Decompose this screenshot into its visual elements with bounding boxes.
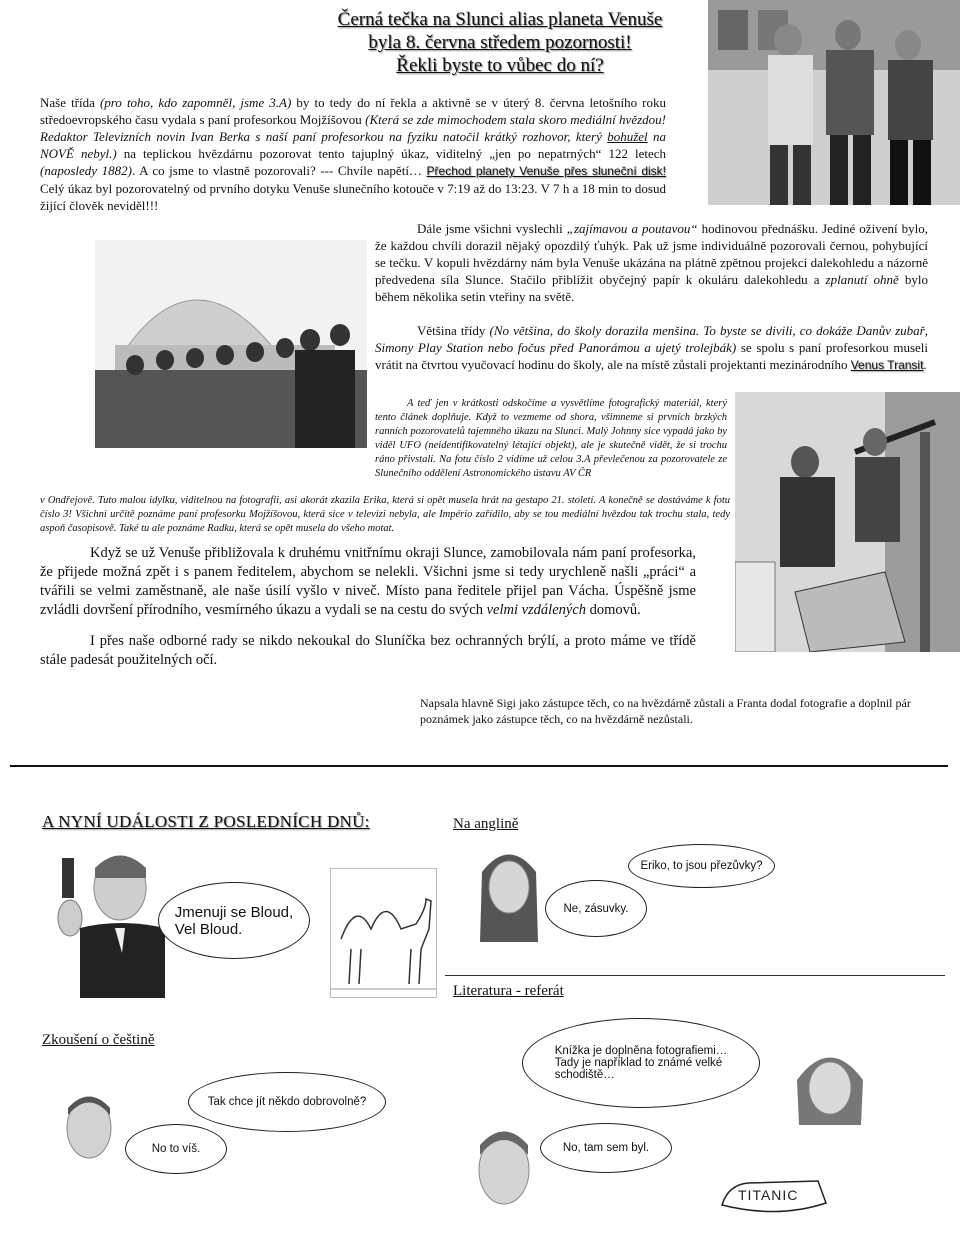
news-heading: A NYNÍ UDÁLOSTI Z POSLEDNÍCH DNŮ: <box>42 812 370 831</box>
photo-caption: A teď jen v krátkosti odskočíme a vysvětlíme fotografický materiál, který tento článek doplňuje. Když to vezmeme od shora, všimneme si prvních brzkých ranních pozorovatelů tajemného úkazu na Slunci. Malý Johnny sice vypadá jako by viděl UFO (neidentifikovatelný létající objekt), ale je skutečně vidět, že si trochu ráno přivstali. Na fotu číslo 2 vidíme už celou 3.A převlečenou za pozorovatele ze Slunečního oddělení Astronomického ústavu AV ČR <box>375 398 727 479</box>
literature-box <box>445 975 945 976</box>
intro-paragraph: Naše třída (pro toho, kdo zapomněl, jsme 3.A) by to tedy do ní řekla a aktivně se v úterý 8. června letošního roku středoevropského času vydala s paní profesorkou Mojžíšovou (Která se zde mimochodem stala skoro mediální hvězdou! Redaktor Televizních novin Ivan Berka s naší paní profesorkou na fyziku natočil krátký rozhovor, který bohužel na NOVĚ nebyl.) na teplickou hvězdárnu pozorovat tento tajuplný úkaz, viditelný „jen po nepatrných“ 122 letech (naposledy 1882). A co jsme to vlastně pozorovali? --- Chvíle napětí… Přechod planety Venuše přes sluneční disk! Celý úkaz byl pozorovatelný od prvního dotyku Venuše slunečního kotouče v 7:19 až do 13:23. V 7 h a 18 min to dosud žijící člověk neviděl!!! <box>40 95 667 213</box>
photo-boy-titanic <box>468 1120 540 1220</box>
speech-bubble-kniha: Knížka je doplněna fotografiemi… Tady je například to známé velké schodiště… <box>522 1018 760 1108</box>
class-paragraph: Většina třídy (No většina, do školy dorazila menšina. To byste se divili, co dokáže Danův zubař, Simony Play Station nebo fočus před Panorámou a ujetý trolejbák) se spolu s paní profesorkou museli vrátit na čtvrtou vyučovací hodinu do školy, ale na místě zůstali projektanti mezinárodního Venus Transit. <box>375 323 929 372</box>
literature-heading: Literatura - referát <box>453 983 564 999</box>
photo-girl-literature <box>795 1040 865 1125</box>
titanic-sketch <box>718 1175 830 1223</box>
transit-highlight: Přechod planety Venuše přes sluneční disk! <box>426 164 667 178</box>
lecture-paragraph: Dále jsme všichni vyslechli „zajímavou a poutavou“ hodinovou přednášku. Jediné oživení bylo, že každou chvíli dorazil nějaký opozdilý ťuhýk. Pak už jsme individuálně pozorovali černou, pohybující se tečku. V kopuli hvězdárny nám byla Venuše ukázána na plátně zpětnou projekcí dalekohledu a názorně předvedena síla Slunce. Stačilo přiblížit obyčejný papír k okuláru dalekohledu a zplanutí ohně bylo během několika setin vteřiny na světě. <box>375 221 928 304</box>
photo-girl-english <box>478 842 540 942</box>
photo-caption-continued: v Ondřejově. Tuto malou idylku, viditelnou na fotografii, asi akorát zkazila Erika, která si opět musela hrát na gestapo 21. století. A konečně se dostáváme k fotu číslo 3! Všichni určitě poznáme paní profesorku Mojžíšovou, která sice v televizi nebyla, ale Império zařídilo, aby se tou mediální hvězdou tak trochu stala, tedy aspoň časopisově. Také tu ale poznáme Radku, která se opět musela do všeho motat. <box>40 495 730 534</box>
photo-class-at-observatory <box>95 240 367 448</box>
titanic-label: TITANIC <box>738 1187 799 1203</box>
czech-heading: Zkoušení o češtině <box>42 1032 155 1048</box>
speech-bubble-bloud: Jmenuji se Bloud, Vel Bloud. <box>158 882 310 959</box>
title-line-3: Řekli byste to vůbec do ní? <box>396 55 604 76</box>
photo-boy-with-gun <box>40 848 170 998</box>
photo-teacher-telescope <box>735 392 960 652</box>
english-heading: Na anglině <box>453 816 519 832</box>
photo-boy-czech <box>58 1090 120 1170</box>
speech-bubble-eriko: Eriko, to jsou přezůvky? <box>628 844 775 888</box>
photo-morning-observers <box>708 0 960 205</box>
author-note: Napsala hlavně Sigi jako zástupce těch, co na hvězdárně zůstali a Franta dodal fotografie a doplnil pár poznámek jako zástupce těch, co na hvězdárně nezůstali. <box>420 696 911 726</box>
section-divider <box>10 765 948 767</box>
article-title <box>290 8 710 77</box>
speech-bubble-no-to-vis: No to víš. <box>125 1124 227 1174</box>
title-line-2: byla 8. června středem pozornosti! <box>368 32 632 53</box>
camel-drawing <box>330 868 437 998</box>
speech-bubble-ne-zasuvky: Ne, zásuvky. <box>545 880 647 937</box>
title-line-1: Černá tečka na Slunci alias planeta Venuše <box>337 9 663 30</box>
speech-bubble-no-tam: No, tam sem byl. <box>540 1123 672 1173</box>
director-paragraph: Když se už Venuše přibližovala k druhému vnitřnímu okraji Slunce, zamobilovala nám paní profesorka, že přijede možná zpět i s panem ředitelem, abychom se nelekli. Všichni jsme si tedy urychleně našli „práci“ a tvářili se velmi zaměstnaně, ale naše úsilí vyšlo v niveč. Místo pana ředitele přijel pan Vácha. Úspěšně jsme zvládli dovršení přírodního, vesmírného úkazu a vydali se na cestu do svých velmi vzdálených domovů. <box>40 545 696 618</box>
glasses-paragraph: I přes naše odborné rady se nikdo nekoukal do Sluníčka bez ochranných brýlí, a proto máme ve třídě stále padesát použitelných očí. <box>40 633 696 668</box>
speech-bubble-tak-chce: Tak chce jít někdo dobrovolně? <box>188 1072 386 1132</box>
venus-transit-label: Venus Transit <box>850 358 924 372</box>
